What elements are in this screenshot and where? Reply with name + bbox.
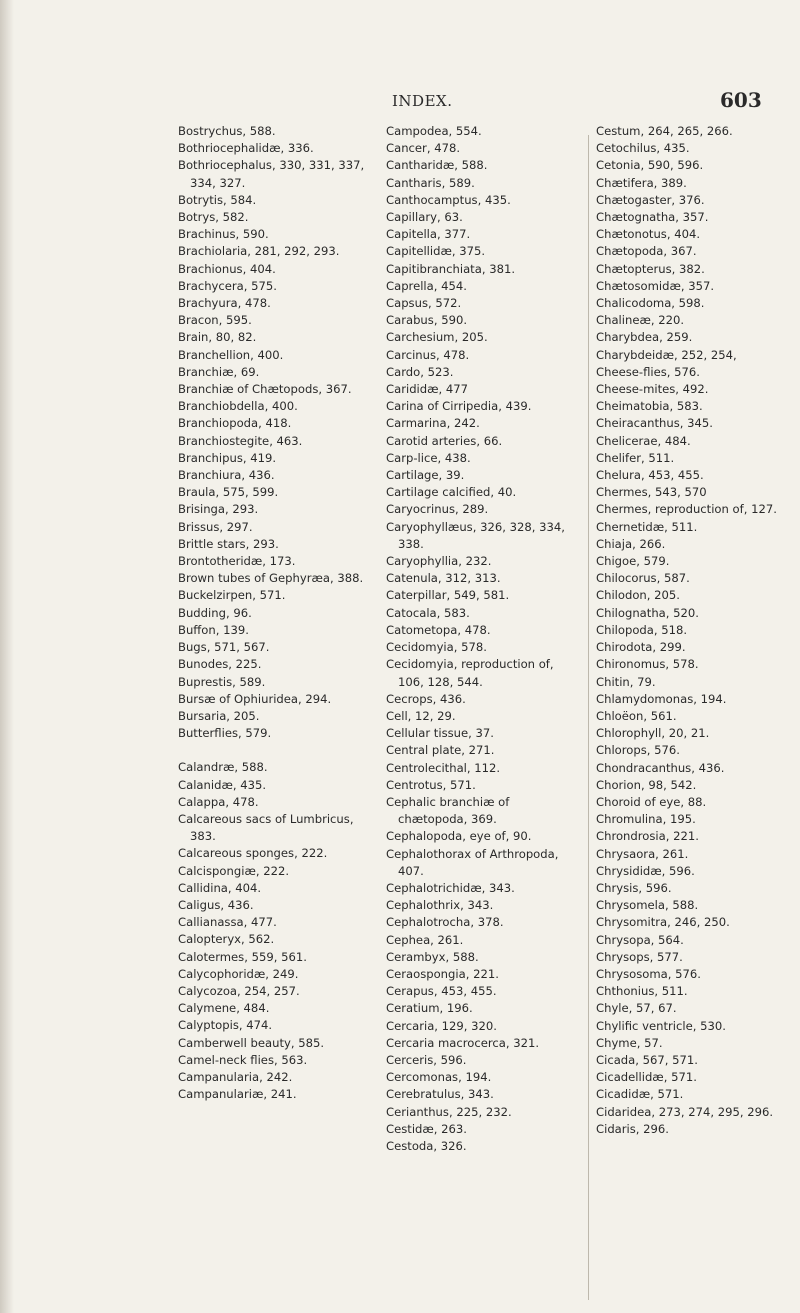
index-entry: Branchiæ, 69. <box>178 364 260 379</box>
index-entry: Capillary, 63. <box>386 210 463 225</box>
index-entry: Chigoe, 579. <box>596 554 670 569</box>
index-entry: Calandræ, 588. <box>178 760 268 775</box>
index-entry: Chernetidæ, 511. <box>596 519 698 534</box>
index-entry: Chelura, 453, 455. <box>596 468 704 483</box>
index-entry: Cardo, 523. <box>386 364 454 379</box>
index-entry: Cicada, 567, 571. <box>596 1052 698 1067</box>
index-entry: Calotermes, 559, 561. <box>178 949 307 964</box>
index-entry: Calcispongiæ, 222. <box>178 863 290 878</box>
index-entry: Chrysaora, 261. <box>596 846 689 861</box>
index-entry: Chelicerae, 484. <box>596 433 691 448</box>
index-entry: Cercaria macrocerca, 321. <box>386 1035 540 1050</box>
index-entry: Cheese-mites, 492. <box>596 382 709 397</box>
index-entry: Carina of Cirripedia, 439. <box>386 399 532 414</box>
index-entry: Buckelzirpen, 571. <box>178 588 286 603</box>
index-entry: Campanularia, 242. <box>178 1069 293 1084</box>
index-entry: Branchiura, 436. <box>178 468 275 483</box>
index-entry: Bothriocephalus, 330, 331, 337, 334, 327. <box>178 158 365 190</box>
index-entry: Cestum, 264, 265, 266. <box>596 124 733 138</box>
index-entry: Cidaris, 296. <box>596 1121 669 1136</box>
index-entry: Choroid of eye, 88. <box>596 794 707 809</box>
index-entry: Carcinus, 478. <box>386 347 470 362</box>
index-entry: Chalineæ, 220. <box>596 313 685 328</box>
page-number: 603 <box>720 88 762 112</box>
index-entry: Catometopa, 478. <box>386 622 491 637</box>
index-entry: Chiaja, 266. <box>596 536 666 551</box>
index-entry: Calanidæ, 435. <box>178 777 267 792</box>
index-entry: Brain, 80, 82. <box>178 330 257 345</box>
column-divider <box>588 135 589 1300</box>
index-entry: Brachinus, 590. <box>178 227 269 242</box>
index-entry: Carabus, 590. <box>386 313 468 328</box>
index-entry: Branchiæ of Chætopods, 367. <box>178 382 352 397</box>
index-entry: Cantharis, 589. <box>386 175 475 190</box>
index-entry: Chromulina, 195. <box>596 812 696 827</box>
index-entry: Capsus, 572. <box>386 296 462 311</box>
index-entry: Capitella, 377. <box>386 227 471 242</box>
index-entry: Budding, 96. <box>178 605 252 620</box>
index-entry: Campanulariæ, 241. <box>178 1087 297 1102</box>
index-entry: Ceratium, 196. <box>386 1001 473 1016</box>
index-entry: Chyle, 57, 67. <box>596 1001 677 1016</box>
index-entry: Brittle stars, 293. <box>178 536 279 551</box>
index-entry: Cephalic branchiæ of chætopoda, 369. <box>386 794 510 827</box>
index-entry: Chloëon, 561. <box>596 708 677 723</box>
index-entry: Bothriocephalidæ, 336. <box>178 141 314 156</box>
index-entry: Charybdea, 259. <box>596 330 693 345</box>
index-entry: Branchipus, 419. <box>178 450 277 465</box>
index-entry: Cephalotrichidæ, 343. <box>386 880 515 895</box>
index-entry: Camberwell beauty, 585. <box>178 1035 325 1050</box>
index-entry: Braula, 575, 599. <box>178 485 279 500</box>
index-entry: Chyme, 57. <box>596 1035 663 1050</box>
index-entry: Cerambyx, 588. <box>386 949 479 964</box>
index-entry: Chilodon, 205. <box>596 588 680 603</box>
index-entry: Caterpillar, 549, 581. <box>386 588 510 603</box>
index-entry: Botrys, 582. <box>178 210 249 225</box>
index-entry: Brisinga, 293. <box>178 502 259 517</box>
index-entry: Callidina, 404. <box>178 880 262 895</box>
index-entry: Chilopoda, 518. <box>596 622 688 637</box>
index-entry: Chlorophyll, 20, 21. <box>596 726 710 741</box>
index-entry: Campodea, 554. <box>386 124 482 138</box>
index-entry: Capitellidæ, 375. <box>386 244 486 259</box>
index-entry: Calyptopis, 474. <box>178 1018 273 1033</box>
index-entry: Canthocamptus, 435. <box>386 192 511 207</box>
index-column-2 <box>386 123 582 1155</box>
index-entry: Centrolecithal, 112. <box>386 760 501 775</box>
index-entry: Botrytis, 584. <box>178 192 257 207</box>
index-entry: Ceraospongia, 221. <box>386 966 499 981</box>
index-entry: Chthonius, 511. <box>596 984 688 999</box>
index-entry: Cheese-flies, 576. <box>596 364 700 379</box>
index-entry: Brown tubes of Gephyræa, 388. <box>178 571 364 586</box>
index-entry: Chrysididæ, 596. <box>596 863 695 878</box>
index-entry: Chætopoda, 367. <box>596 244 697 259</box>
index-entry: Brachycera, 575. <box>178 278 277 293</box>
index-entry: Central plate, 271. <box>386 743 495 758</box>
index-entry: Chætifera, 389. <box>596 175 687 190</box>
index-entry: Cestoda, 326. <box>386 1138 467 1153</box>
index-entry: Brachionus, 404. <box>178 261 276 276</box>
index-entry: Chætopterus, 382. <box>596 261 705 276</box>
index-entry: Cidaridea, 273, 274, 295, 296. <box>596 1104 774 1119</box>
index-entry: Cerceris, 596. <box>386 1052 467 1067</box>
index-entry: Cerianthus, 225, 232. <box>386 1104 512 1119</box>
index-entry: Buprestis, 589. <box>178 674 266 689</box>
index-entry: Caligus, 436. <box>178 897 254 912</box>
index-entry: Cephalopoda, eye of, 90. <box>386 829 532 844</box>
index-entry: Cerapus, 453, 455. <box>386 984 497 999</box>
index-entry: Cancer, 478. <box>386 141 461 156</box>
index-entry: Chætonotus, 404. <box>596 227 701 242</box>
index-entry: Cercomonas, 194. <box>386 1070 492 1085</box>
index-column-3 <box>596 123 792 1138</box>
index-entry: Chrysis, 596. <box>596 880 672 895</box>
index-entry: Chironomus, 578. <box>596 657 699 672</box>
index-entry: Chorion, 98, 542. <box>596 777 697 792</box>
index-entry: Catenula, 312, 313. <box>386 571 501 586</box>
index-entry: Carp-lice, 438. <box>386 450 471 465</box>
running-title: INDEX. <box>392 92 453 110</box>
index-entry: Chondracanthus, 436. <box>596 760 725 775</box>
index-entry: Chirodota, 299. <box>596 640 686 655</box>
index-columns <box>0 123 800 1303</box>
index-entry: Cantharidæ, 588. <box>386 158 488 173</box>
index-entry: Calycophoridæ, 249. <box>178 966 299 981</box>
index-entry: Cheiracanthus, 345. <box>596 416 713 431</box>
index-entry: Cicadellidæ, 571. <box>596 1070 697 1085</box>
index-entry: Chrysomela, 588. <box>596 898 699 913</box>
index-entry: Caprella, 454. <box>386 278 467 293</box>
index-entry: Branchiostegite, 463. <box>178 433 303 448</box>
index-entry: Cerebratulus, 343. <box>386 1087 494 1102</box>
index-entry: Bursæ of Ophiuridea, 294. <box>178 691 332 706</box>
index-entry: Carchesium, 205. <box>386 330 488 345</box>
index-entry: Chrysomitra, 246, 250. <box>596 915 730 930</box>
index-entry: Cheimatobia, 583. <box>596 399 703 414</box>
index-entry: Brontotheridæ, 173. <box>178 554 296 569</box>
index-entry: Cephalotrocha, 378. <box>386 915 504 930</box>
index-entry: Chrysosoma, 576. <box>596 966 701 981</box>
index-entry: Chrysopa, 564. <box>596 932 684 947</box>
index-entry: Bostrychus, 588. <box>178 124 276 138</box>
index-entry: Branchiobdella, 400. <box>178 399 298 414</box>
index-entry: Carididæ, 477 <box>386 382 469 397</box>
index-entry: Bugs, 571, 567. <box>178 640 270 655</box>
index-entry: Chætognatha, 357. <box>596 210 709 225</box>
index-entry: Cephea, 261. <box>386 932 464 947</box>
index-entry: Chalicodoma, 598. <box>596 296 705 311</box>
index-entry: Callianassa, 477. <box>178 915 277 930</box>
index-entry: Cercaria, 129, 320. <box>386 1018 497 1033</box>
index-entry: Chilognatha, 520. <box>596 605 699 620</box>
index-entry: Bursaria, 205. <box>178 708 260 723</box>
index-entry: Cestidæ, 263. <box>386 1121 467 1136</box>
index-entry: Cecrops, 436. <box>386 691 466 706</box>
index-entry: Capitibranchiata, 381. <box>386 261 516 276</box>
index-entry: Chylific ventricle, 530. <box>596 1018 726 1033</box>
index-entry: Brachiolaria, 281, 292, 293. <box>178 244 340 259</box>
index-entry: Cephalothorax of Arthropoda, 407. <box>386 846 559 878</box>
index-entry: Calcareous sacs of Lumbricus, 383. <box>178 811 354 844</box>
index-entry: Chrysops, 577. <box>596 949 683 964</box>
index-entry: Chelifer, 511. <box>596 450 675 465</box>
index-entry: Chætosomidæ, 357. <box>596 278 715 293</box>
index-entry: Cartilage calcified, 40. <box>386 485 517 500</box>
index-entry: Chlorops, 576. <box>596 743 680 758</box>
index-entry: Calopteryx, 562. <box>178 932 275 947</box>
index-entry: Carotid arteries, 66. <box>386 433 503 448</box>
index-entry: Cicadidæ, 571. <box>596 1087 684 1102</box>
section-gap <box>178 742 374 759</box>
index-entry: Caryophyllia, 232. <box>386 554 492 569</box>
index-entry: Chermes, reproduction of, 127. <box>596 502 777 517</box>
index-entry: Calycozoa, 254, 257. <box>178 983 300 998</box>
index-column-1 <box>178 123 374 1103</box>
index-entry: Carmarina, 242. <box>386 416 480 431</box>
index-entry: Chlamydomonas, 194. <box>596 691 727 706</box>
index-entry: Brissus, 297. <box>178 519 253 534</box>
index-entry: Chilocorus, 587. <box>596 571 690 586</box>
index-entry: Calymene, 484. <box>178 1001 270 1016</box>
index-entry: Cephalothrix, 343. <box>386 898 494 913</box>
index-entry: Catocala, 583. <box>386 605 470 620</box>
index-entry: Bracon, 595. <box>178 313 252 328</box>
index-entry: Brachyura, 478. <box>178 296 271 311</box>
index-entry: Branchiopoda, 418. <box>178 416 292 431</box>
index-entry: Chætogaster, 376. <box>596 192 705 207</box>
index-entry: Cetochilus, 435. <box>596 141 690 156</box>
index-entry: Cartilage, 39. <box>386 468 465 483</box>
index-entry: Centrotus, 571. <box>386 777 476 792</box>
index-entry: Branchellion, 400. <box>178 347 284 362</box>
index-entry: Bunodes, 225. <box>178 657 262 672</box>
index-entry: Cecidomyia, 578. <box>386 640 487 655</box>
index-entry: Chitin, 79. <box>596 674 656 689</box>
index-entry: Buffon, 139. <box>178 622 249 637</box>
page-header <box>0 84 800 114</box>
index-entry: Cetonia, 590, 596. <box>596 158 704 173</box>
index-entry: Caryophyllæus, 326, 328, 334, 338. <box>386 519 565 551</box>
index-entry: Chermes, 543, 570 <box>596 485 707 500</box>
index-entry: Camel-neck flies, 563. <box>178 1052 308 1067</box>
index-entry: Cell, 12, 29. <box>386 708 456 723</box>
index-entry: Cecidomyia, reproduction of, 106, 128, 544. <box>386 657 554 689</box>
index-entry: Caryocrinus, 289. <box>386 502 489 517</box>
index-entry: Calcareous sponges, 222. <box>178 846 328 861</box>
index-entry: Chrondrosia, 221. <box>596 829 699 844</box>
index-entry: Cellular tissue, 37. <box>386 726 494 741</box>
index-entry: Calappa, 478. <box>178 794 259 809</box>
index-entry: Butterflies, 579. <box>178 726 272 741</box>
index-entry: Charybdeidæ, 252, 254, <box>596 347 737 362</box>
